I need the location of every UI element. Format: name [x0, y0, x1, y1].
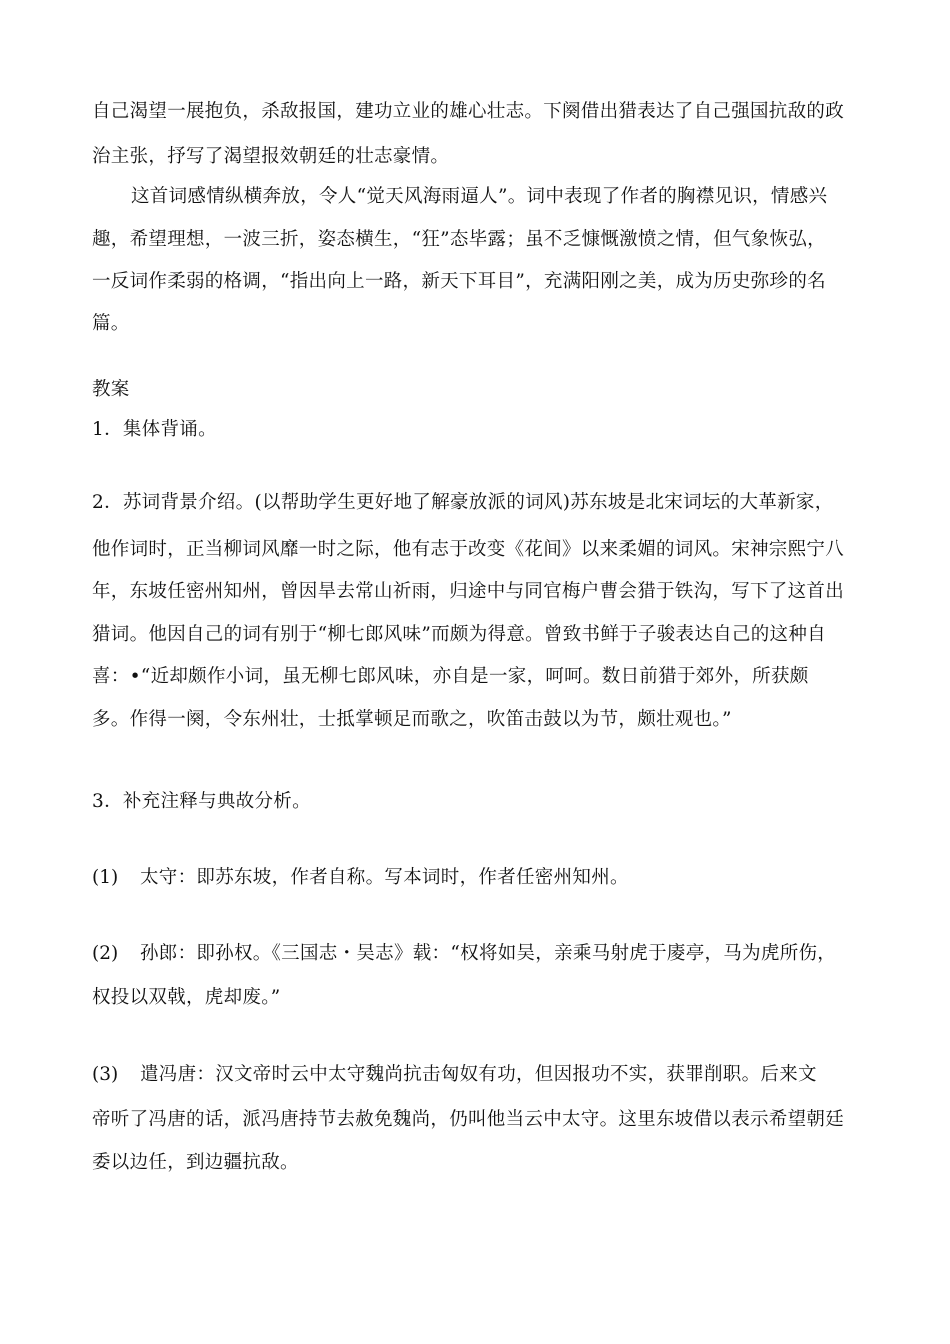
note-2-number: (2) [92, 943, 119, 964]
item-3: 3．补充注释与典故分析。 [92, 791, 311, 812]
section-title: 教案 [92, 379, 130, 400]
note-3-number: (3) [92, 1064, 119, 1085]
item-2-line-4: 猎词。他因自己的词有别于“柳七郎风味”而颇为得意。曾致书鲜于子骏表达自己的这种自 [92, 624, 826, 645]
item-2-line-1: 2．苏词背景介绍。(以帮助学生更好地了解豪放派的词风)苏东坡是北宋词坛的大革新家， [92, 492, 834, 513]
item-2-line-2: 他作词时，正当柳词风靡一时之际，他有志于改变《花间》以来柔媚的词风。宋神宗熙宁八 [92, 539, 845, 560]
item-1: 1．集体背诵。 [92, 419, 217, 440]
paragraph-2-line-4: 篇。 [92, 313, 130, 334]
note-3-line-3: 委以边任，到边疆抗敌。 [92, 1152, 299, 1173]
item-2-line-6: 多。作得一阕，令东州壮，士抵掌顿足而歌之，吹笛击鼓以为节，颇壮观也。” [92, 709, 732, 730]
item-2-line-5: 喜：•“近却颇作小词，虽无柳七郎风味，亦自是一家，呵呵。数日前猎于郊外，所获颇 [92, 666, 809, 687]
note-2-line-1: 孙郎：即孙权。《三国志・吴志》载：“权将如吴，亲乘马射虎于庱亭，马为虎所伤， [140, 943, 837, 964]
paragraph-2-line-3: 一反词作柔弱的格调，“指出向上一路，新天下耳目”，充满阳刚之美，成为历史弥珍的名 [92, 271, 826, 292]
paragraph-2-line-2: 趣，希望理想，一波三折，姿态横生，“狂”态毕露；虽不乏慷慨激愤之情，但气象恢弘， [92, 229, 826, 250]
note-3-line-1: 遣冯唐：汉文帝时云中太守魏尚抗击匈奴有功，但因报功不实，获罪削职。后来文 [140, 1064, 817, 1085]
paragraph-1-line-2: 治主张，抒写了渴望报效朝廷的壮志豪情。 [92, 146, 450, 167]
note-1-number: (1) [92, 867, 119, 888]
note-1-line-1: 太守：即苏东坡，作者自称。写本词时，作者任密州知州。 [140, 867, 629, 888]
paragraph-2-line-1: 这首词感情纵横奔放，令人“觉天风海雨逼人”。词中表现了作者的胸襟见识，情感兴 [131, 186, 828, 207]
item-2-line-3: 年，东坡任密州知州，曾因旱去常山祈雨，归途中与同官梅户曹会猎于铁沟，写下了这首出 [92, 581, 845, 602]
paragraph-1-line-1: 自己渴望一展抱负，杀敌报国，建功立业的雄心壮志。下阕借出猎表达了自己强国抗敌的政 [92, 101, 845, 122]
note-2-line-2: 权投以双戟，虎却废。” [92, 987, 281, 1008]
note-3-line-2: 帝听了冯唐的话，派冯唐持节去赦免魏尚，仍叫他当云中太守。这里东坡借以表示希望朝廷 [92, 1109, 845, 1130]
